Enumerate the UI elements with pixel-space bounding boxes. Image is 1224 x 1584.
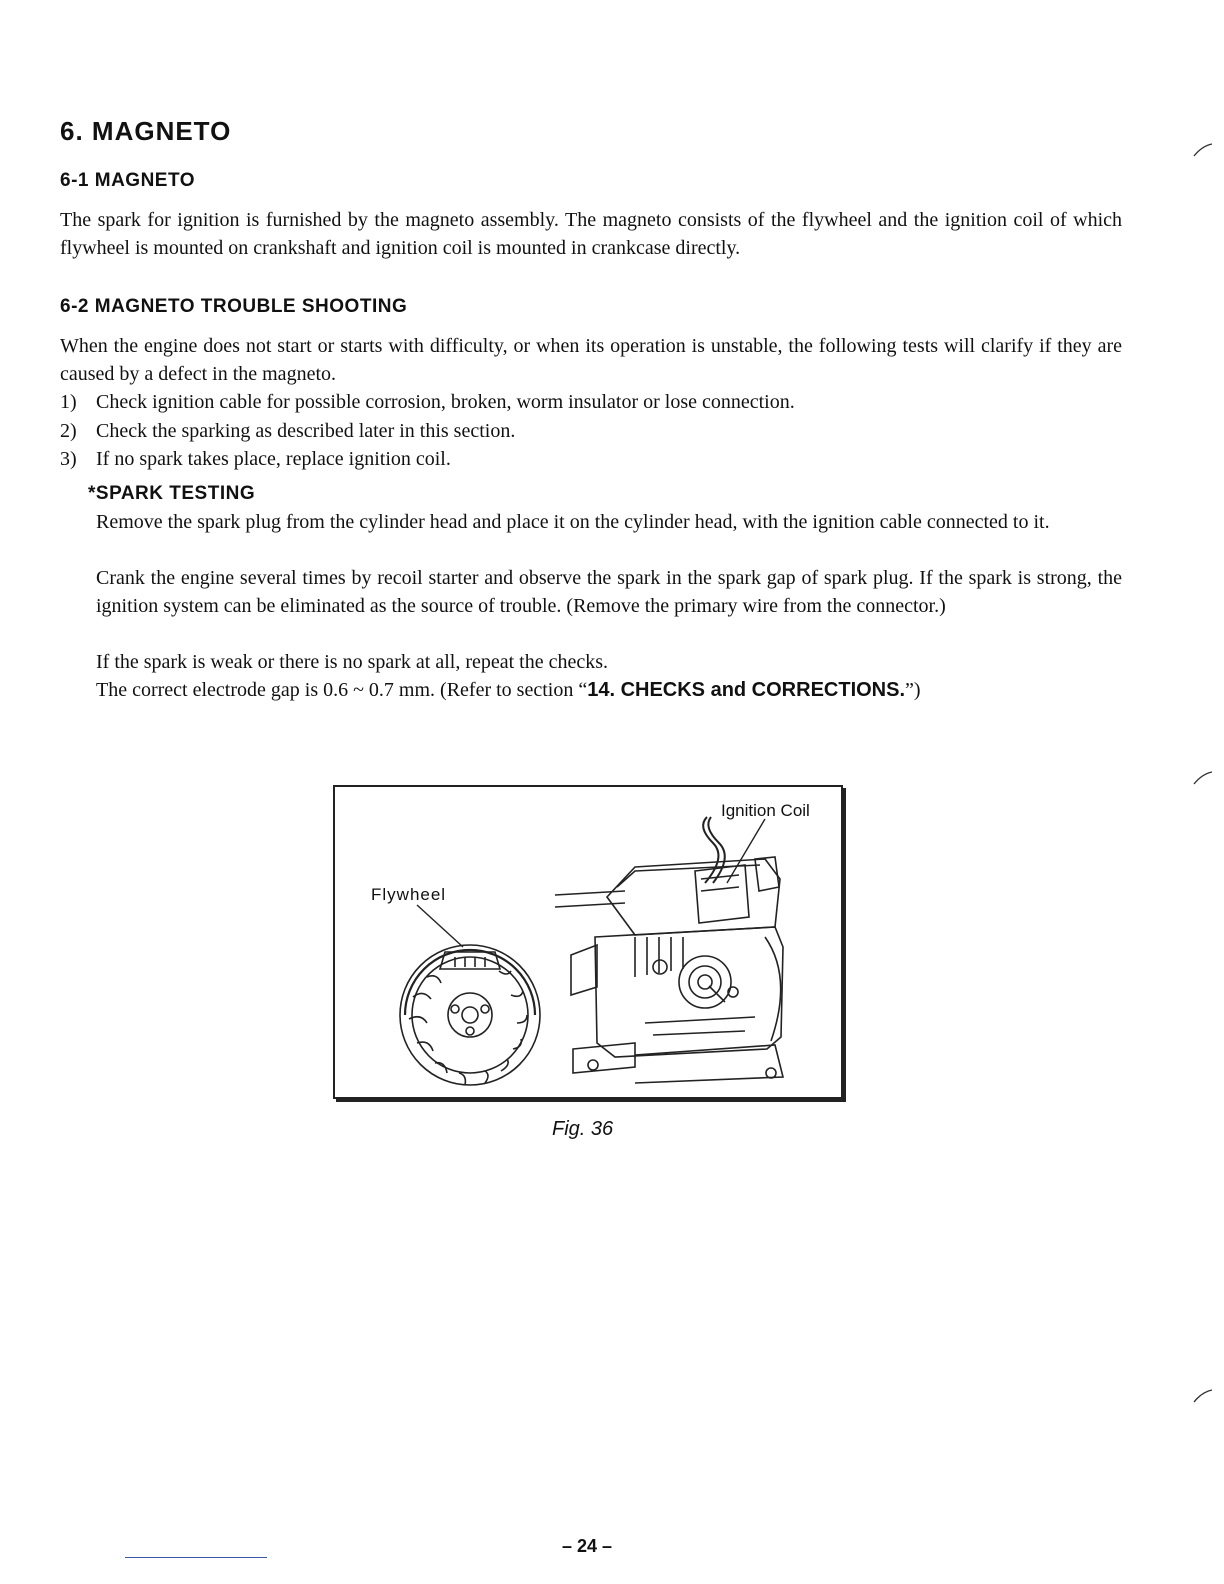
electrode-gap-text: The correct electrode gap is 0.6 ~ 0.7 mm. (Refer to section “ <box>96 679 588 701</box>
page-title: 6. MAGNETO <box>60 116 232 146</box>
list-item <box>60 445 795 474</box>
list-item-number: 3) <box>60 448 77 470</box>
spark-testing-paragraph-4 <box>96 676 1122 704</box>
section-6-2-heading: 6-2 MAGNETO TROUBLE SHOOTING <box>60 296 408 317</box>
ignition-coil-label: Ignition Coil <box>721 801 810 820</box>
engine-illustration <box>335 787 841 1097</box>
section-6-1-text: The spark for ignition is furnished by the magneto assembly. The magneto consists of the flywheel and the ignition coil of which flywheel is mounted on crankshaft and ignition coil is mounted in crankcase directly. <box>60 209 1122 259</box>
engine-drawing <box>555 859 783 1083</box>
edge-mark <box>1192 140 1214 160</box>
list-item-text: Check the sparking as described later in this section. <box>96 419 516 442</box>
list-item-text: Check ignition cable for possible corrosion, broken, worm insulator or lose connection. <box>96 391 795 413</box>
spark-testing-heading: *SPARK TESTING <box>88 483 256 504</box>
flywheel-leader-line <box>417 905 463 947</box>
edge-mark <box>1192 768 1214 788</box>
list-item <box>60 388 795 417</box>
page-number: – 24 – <box>562 1536 613 1556</box>
spark-testing-paragraph-2: Crank the engine several times by recoil starter and observe the spark in the spark gap of spark plug. If the spark is strong, the ignition system can be eliminated as the source of trouble. (Remove the primary wire from the connector.) <box>96 567 1122 617</box>
reference-close: ”) <box>905 679 921 701</box>
section-6-1-heading: 6-1 MAGNETO <box>60 170 196 191</box>
troubleshooting-list <box>60 388 795 474</box>
flywheel-drawing <box>400 945 540 1085</box>
list-item-number: 2) <box>60 419 77 442</box>
figure-36 <box>333 785 843 1099</box>
footer-rule <box>125 1557 267 1558</box>
list-item <box>60 417 795 446</box>
section-reference: 14. CHECKS and CORRECTIONS. <box>587 679 906 701</box>
spark-testing-paragraph-3: If the spark is weak or there is no spark at all, repeat the checks. <box>96 651 609 673</box>
spark-testing-paragraph-1: Remove the spark plug from the cylinder head and place it on the cylinder head, with the ignition cable connected to it. <box>96 511 1050 533</box>
flywheel-label: Flywheel <box>371 885 447 904</box>
list-item-number: 1) <box>60 391 77 413</box>
section-6-2-intro: When the engine does not start or starts with difficulty, or when its operation is unstable, the following tests will clarify if they are caused by a defect in the magneto. <box>60 335 1122 385</box>
ignition-coil-drawing <box>695 817 779 923</box>
list-item-text: If no spark takes place, replace ignition coil. <box>96 448 451 470</box>
figure-caption: Fig. 36 <box>552 1118 614 1140</box>
edge-mark <box>1192 1386 1214 1406</box>
